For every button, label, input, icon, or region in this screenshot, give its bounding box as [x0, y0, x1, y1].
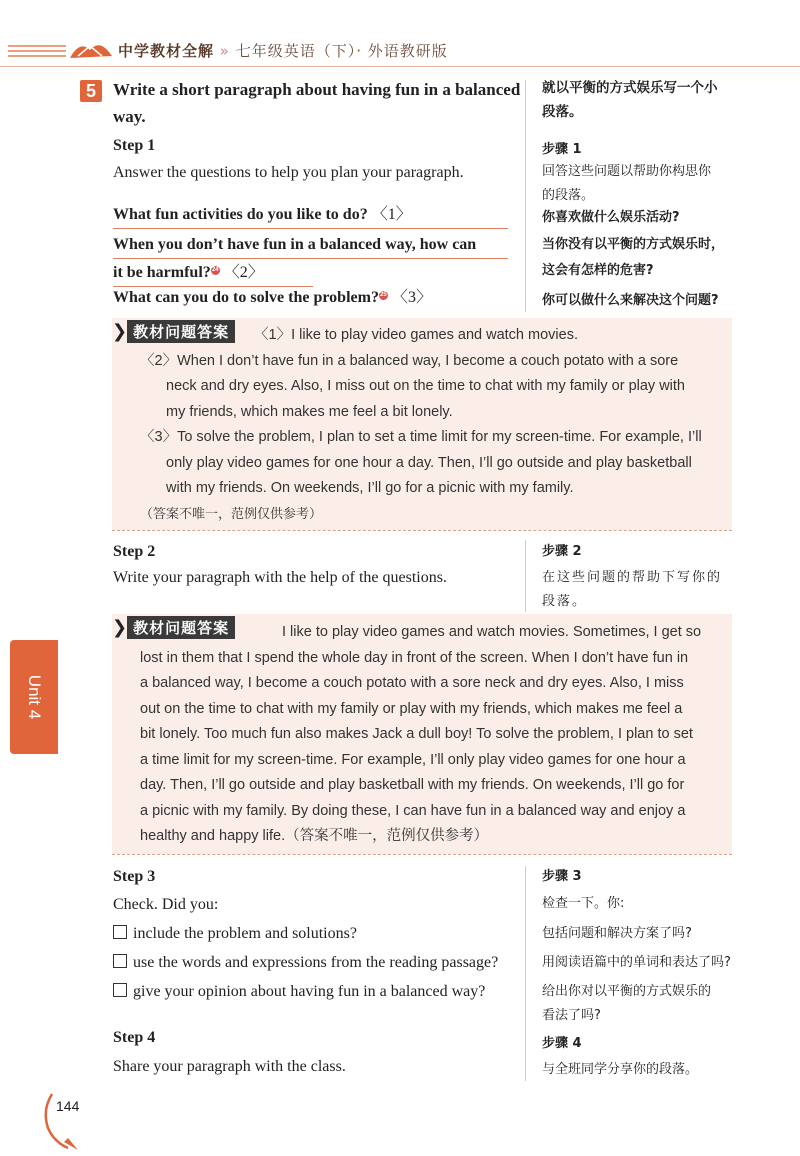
- step3-label: Step 3: [113, 868, 156, 885]
- question-3: What can you do to solve the problem?25 〈3〉: [113, 289, 432, 306]
- answer-box-divider: [112, 854, 732, 855]
- checklist-item-1: include the problem and solutions?: [113, 923, 357, 945]
- header-logo: [8, 34, 118, 64]
- step1-label: Step 1: [113, 137, 156, 154]
- chevron-right-icon: ❯: [112, 321, 128, 342]
- note-marker: 25: [380, 291, 387, 298]
- checklist-item-2: use the words and expressions from the reading passage?: [113, 952, 498, 974]
- book-logo-icon: [8, 34, 118, 64]
- checklist-item-3-cn: 给出你对以平衡的方式娱乐的 看法了吗?: [542, 984, 712, 1023]
- column-divider: [525, 80, 526, 312]
- page-number: 144: [56, 1098, 80, 1114]
- answer-label: 教材问题答案: [127, 616, 235, 639]
- step2-instruction-cn: 在这些问题的帮助下写你的 段落。: [542, 570, 723, 609]
- answer-1-text: 〈1〉I like to play video games and watch movies. 〈2〉When I don’t have fun in a balanced way, I become a couch potato with a sore neck and dry eyes. Also, I miss out on the time to chat with my family or play with my friends, which makes me feel a bit lonely. 〈3〉To solve the problem, I plan to set a time limit for my screen-time. For example, I’ll only play video games for one hour a day. Then, I’ll go outside and play basketball with my friends. On weekends, I’ll go for a picnic with my family. （答案不唯一，范例仅供参考）: [140, 327, 702, 522]
- checklist-item-3: give your opinion about having fun in a balanced way?: [113, 981, 485, 1003]
- question-2: When you don’t have fun in a balanced way, how can it be harmful?24 〈2〉: [113, 231, 508, 287]
- question-3-cn: 你可以做什么来解决这个问题?: [542, 293, 719, 308]
- step2-label: Step 2: [113, 543, 156, 560]
- checklist-item-1-cn: 包括问题和解决方案了吗?: [542, 926, 692, 941]
- header-title: 中学教材全解 » 七年级英语（下）· 外语教研版: [118, 42, 448, 60]
- step4-label: Step 4: [113, 1029, 156, 1046]
- step3-check-cn: 检查一下。你:: [542, 896, 625, 911]
- checklist-item-2-cn: 用阅读语篇中的单词和表达了吗?: [542, 955, 731, 970]
- header-divider: [0, 66, 800, 67]
- note-marker: 24: [211, 266, 219, 273]
- checkbox[interactable]: [113, 983, 127, 997]
- checkbox[interactable]: [113, 954, 127, 968]
- column-divider: [525, 866, 526, 1081]
- unit-side-tab-label: Unit 4: [24, 674, 44, 720]
- question-2-cn: 当你没有以平衡的方式娱乐时， 这会有怎样的危害?: [542, 237, 725, 278]
- step3-check: Check. Did you:: [113, 896, 219, 913]
- answer-box-divider: [112, 530, 732, 531]
- step4-instruction-cn: 与全班同学分享你的段落。: [542, 1062, 699, 1077]
- step3-label-cn: 步骤 3: [542, 869, 582, 884]
- chevron-right-icon: ❯: [112, 617, 128, 638]
- step1-label-cn: 步骤 1: [542, 142, 582, 157]
- step4-instruction: Share your paragraph with the class.: [113, 1058, 346, 1075]
- task-title-cn: 就以平衡的方式娱乐写一个小 段落。: [542, 80, 718, 120]
- task-title-en: Write a short paragraph about having fun in a balanced way.: [113, 80, 521, 126]
- step4-label-cn: 步骤 4: [542, 1036, 582, 1051]
- step1-instruction: Answer the questions to help you plan your paragraph.: [113, 164, 464, 181]
- step2-instruction: Write your paragraph with the help of the questions.: [113, 569, 447, 586]
- step2-label-cn: 步骤 2: [542, 544, 582, 559]
- question-1-cn: 你喜欢做什么娱乐活动?: [542, 210, 680, 225]
- answer-label: 教材问题答案: [127, 320, 235, 343]
- column-divider: [525, 540, 526, 612]
- task-number-badge: 5: [80, 80, 102, 102]
- step1-instruction-cn: 回答这些问题以帮助你构思你 的段落。: [542, 164, 712, 203]
- answer-2-text: I like to play video games and watch movies. Sometimes, I get so lost in them that I spend the whole day in front of the screen. When I don’t have fun in a balanced way, I become a couch potato with a sore neck and dry eyes. Also, I miss out on the time to chat with my family or play with my friends, which makes me feel a bit lonely. Too much fun also makes Jack a dull boy! To solve the problem, I plan to set a time limit for my screen-time. For example, I’ll only play video games for one hour a day. Then, I’ll go outside and play basketball with my friends. On weekends, I’ll go for a picnic with my family. By doing these, I can have fun in a balanced way and enjoy a healthy and happy life.（答案不唯一，范例仅供参考）: [140, 624, 702, 844]
- checkbox[interactable]: [113, 925, 127, 939]
- question-1: What fun activities do you like to do? 〈1〉: [113, 201, 508, 229]
